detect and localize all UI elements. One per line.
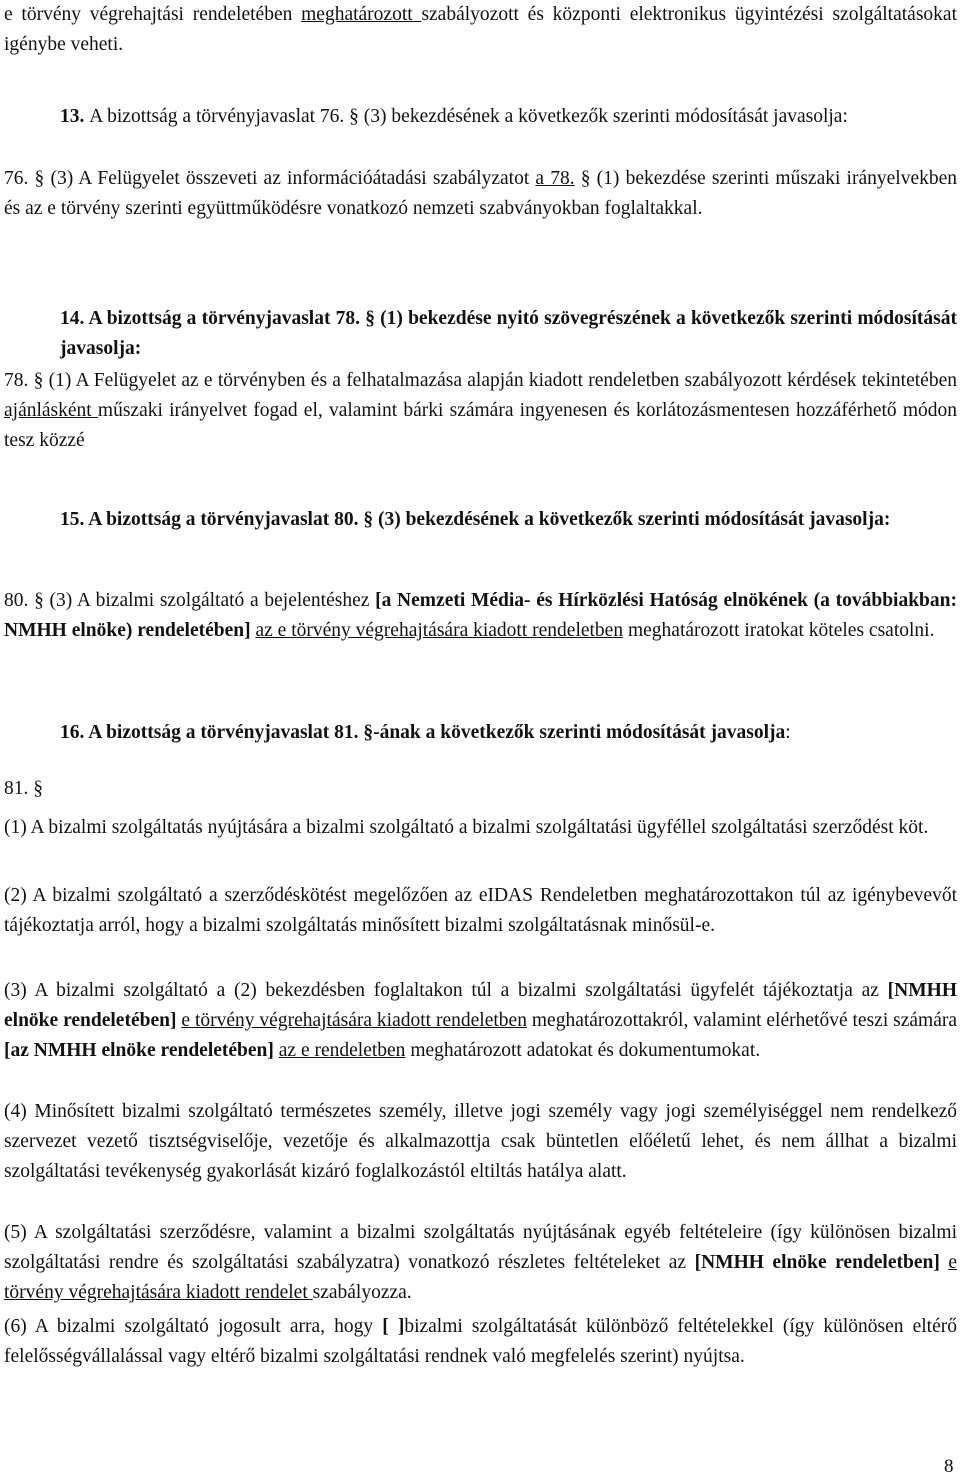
heading-16 [60,718,957,748]
heading-13-text: A bizottság a törvényjavaslat 76. § (3) bekezdésének a következők szerinti módosítását javasolja: [89,106,848,127]
heading-14-text: A bizottság a törvényjavaslat 78. § (1) bekezdése nyitó szövegrészének a következők szerinti módosítását javasolja: [60,308,957,359]
paragraph-81-6 [4,1312,957,1372]
heading-13-number: 13. [60,106,85,127]
p5-text-a: (5) A szolgáltatási szerződésre, valamint a bizalmi szolgáltatás nyújtásának egyéb feltételeire (így különösen bizalmi szolgáltatási rendre és szolgáltatási szabályzatra) vonatkozó részletes feltételeket az [4,1222,957,1273]
p6-bold: [ ] [382,1316,405,1337]
paragraph-15 [4,586,957,646]
paragraph-81-2: (2) A bizalmi szolgáltató a szerződéskötést megelőzően az eIDAS Rendeletben meghatározottakon túl az igénybevevőt tájékoztatja arról, hogy a bizalmi szolgáltatás minősített bizalmi szolgáltatásnak minősül-e. [4,885,957,936]
heading-15 [60,505,957,535]
p13-underlined: a 78. [535,168,575,189]
page-number: 8 [944,1456,954,1477]
p15-text-b: meghatározott iratokat köteles csatolni. [623,620,935,641]
p3-text-c: meghatározott adatokat és dokumentumokat. [405,1040,761,1061]
heading-15-number: 15. [60,509,85,530]
intro-text-2: szabályozott és központi elektronikus ügyintézési szolgáltatásokat igénybe veheti. [4,4,957,55]
heading-16-text: A bizottság a törvényjavaslat 81. §-ának a következők szerinti módosítását javasolja [88,722,786,743]
p3-bold-2: [az NMHH elnöke rendeletében] [4,1040,274,1061]
p5-text-b: szabályozza. [312,1282,412,1303]
p3-text-b: meghatározottakról, valamint elérhetővé teszi számára [526,1010,958,1031]
p13-text-a: 76. § (3) A Felügyelet összeveti az információátadási szabályzatot [4,168,536,189]
heading-16-number: 16. [60,722,85,743]
paragraph-81-4: (4) Minősített bizalmi szolgáltató természetes személy, illetve jogi személy vagy jogi személyiséggel nem rendelkező szervezet vezető tisztségviselője, vezetője és alkalmazottja csak büntetlen előéletű lehet, és nem állhat a bizalmi szolgáltatási tevékenység gyakorlását kizáró foglalkozástól eltiltás hatálya alatt. [4,1101,957,1182]
p5-underlined: e törvény végrehajtására kiadott rendelet [4,1252,958,1303]
p14-text-a: 78. § (1) A Felügyelet az e törvényben és a felhatalmazása alapján kiadott rendeletben szabályozott kérdések tekintetében [4,370,957,391]
intro-paragraph [4,0,957,60]
heading-15-text: A bizottság a törvényjavaslat 80. § (3) bekezdésének a következők szerinti módosítását javasolja: [88,509,891,530]
p15-text-a: 80. § (3) A bizalmi szolgáltató a bejelentéshez [4,590,376,611]
p3-text-a: (3) A bizalmi szolgáltató a (2) bekezdésben foglaltakon túl a bizalmi szolgáltatási ügyfelét tájékoztatja az [4,980,888,1001]
p15-bold: [a Nemzeti Média- és Hírközlési Hatóság elnökének (a továbbiakban: NMHH elnöke) rendeletében] [4,590,957,641]
paragraph-81-1: (1) A bizalmi szolgáltatás nyújtására a bizalmi szolgáltató a bizalmi szolgáltatási ügyféllel szolgáltatási szerződést köt. [4,817,929,838]
paragraph-81-5 [4,1218,957,1308]
p3-underlined-2: az e rendeletben [278,1040,406,1061]
p14-underlined: ajánlásként [4,400,98,421]
heading-16-colon: : [785,722,791,743]
p6-text-a: (6) A bizalmi szolgáltató jogosult arra, hogy [4,1316,383,1337]
heading-13 [60,102,957,132]
p6-text-b: bizalmi szolgáltatását különböző feltételekkel (így különösen eltérő felelősségvállalással vagy eltérő bizalmi szolgáltatási rendnek való megfelelés szerint) nyújtsa. [4,1316,957,1367]
paragraph-14 [4,366,957,456]
heading-14-number: 14. [60,308,85,329]
section-81-heading: 81. § [4,778,43,799]
heading-14 [60,304,957,364]
paragraph-13 [4,164,957,224]
p3-underlined-1: e törvény végrehajtására kiadott rendeletben [181,1010,527,1031]
intro-underlined: meghatározott [301,4,422,25]
p15-underlined: az e törvény végrehajtására kiadott rendeletben [255,620,624,641]
p5-bold: [NMHH elnöke rendeletben] [694,1252,940,1273]
paragraph-81-3 [4,976,957,1066]
p3-bold-1: [NMHH elnöke rendeletében] [4,980,957,1031]
p14-text-b: műszaki irányelvet fogad el, valamint bárki számára ingyenesen és korlátozásmentesen hozzáférhető módon tesz közzé [4,400,957,451]
p13-text-b: § (1) bekezdése szerinti műszaki irányelvekben és az e törvény szerinti együttműködésre vonatkozó nemzeti szabványokban foglaltakkal. [4,168,958,219]
intro-text-1: e törvény végrehajtási rendeletében [4,4,302,25]
